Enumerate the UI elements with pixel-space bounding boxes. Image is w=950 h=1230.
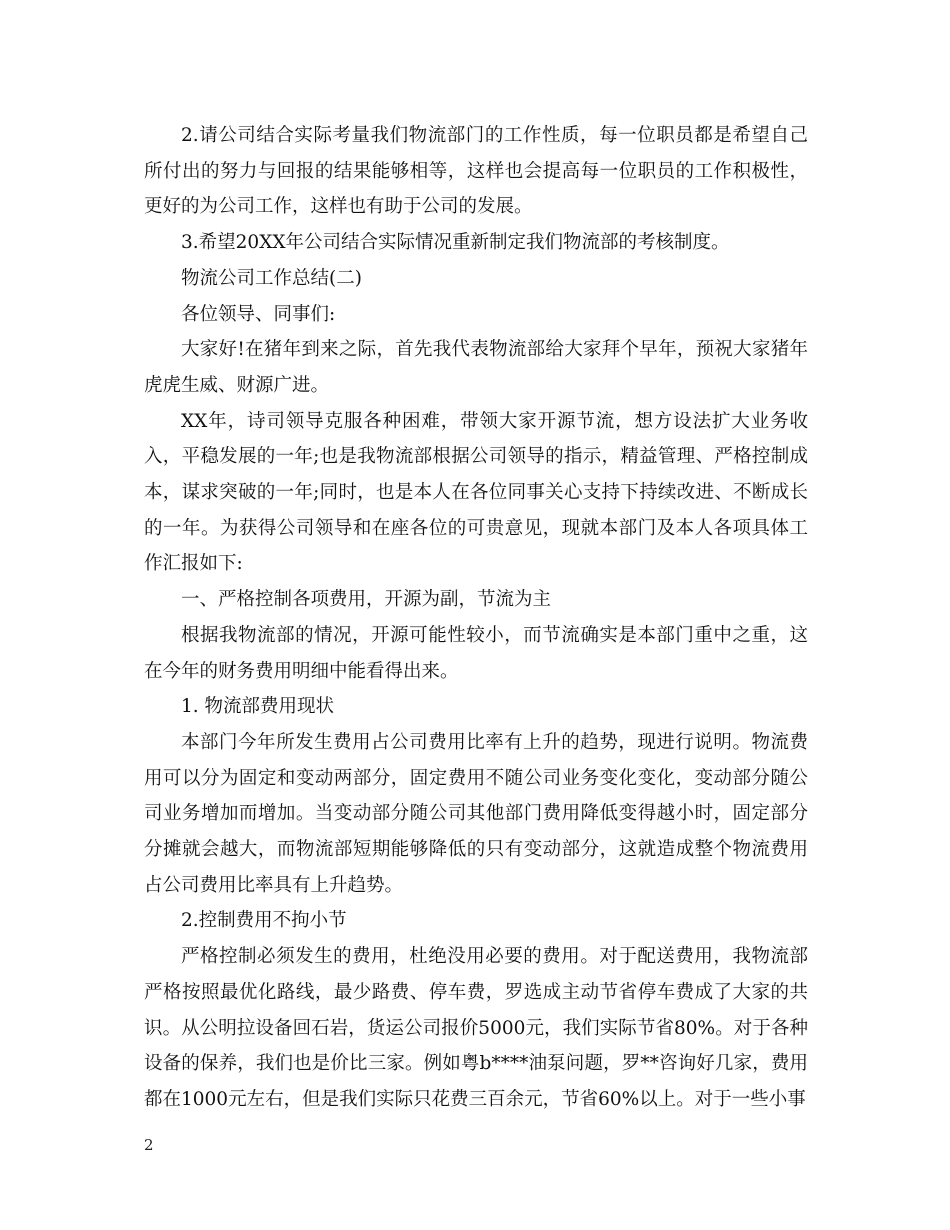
salutation: 各位领导、同事们: xyxy=(181,303,336,325)
heading-cost-control: 一、严格控制各项费用，开源为副，节流为主 xyxy=(181,589,552,611)
paragraph-suggestion-3: 3.希望20XX年公司结合实际情况重新制定我们物流部的考核制度。 xyxy=(181,232,730,254)
subheading-cost-details: 2.控制费用不拘小节 xyxy=(181,910,347,932)
paragraph-cost-intro: 根据我物流部的情况，开源可能性较小，而节流确实是本部门重中之重，这在今年的财务费用明细中能看得出来。 xyxy=(144,624,808,682)
page-number: 2 xyxy=(144,1136,154,1154)
paragraph-greeting: 大家好!在猪年到来之际，首先我代表物流部给大家拜个早年，预祝大家猪年虎虎生威、财源广进。 xyxy=(144,339,808,396)
subheading-cost-status: 1. 物流部费用现状 xyxy=(181,696,335,718)
section-title: 物流公司工作总结(二) xyxy=(181,267,362,289)
paragraph-suggestion-2: 2.请公司结合实际考量我们物流部门的工作性质，每一位职员都是希望自己所付出的努力与回报的结果能够相等，这样也会提高每一位职员的工作积极性，更好的为公司工作，这样也有助于公司的发展。 xyxy=(144,125,808,218)
paragraph-year-review: XX年，诗司领导克服各种困难，带领大家开源节流，想方设法扩大业务收入，平稳发展的一年;也是我物流部根据公司领导的指示，精益管理、严格控制成本，谋求突破的一年;同时，也是本人在各位同事关心支持下持续改进、不断成长的一年。为获得公司领导和在座各位的可贵意见，现就本部门及本人各项具体工作汇报如下: xyxy=(144,410,808,575)
paragraph-cost-details: 严格控制必须发生的费用，杜绝没用必要的费用。对于配送费用，我物流部严格按照最优化路线，最少路费、停车费，罗选成主动节省停车费成了大家的共识。从公明拉设备回石岩，货运公司报价5000元，我们实际节省80%。对于各种设备的保养，我们也是价比三家。例如粤b****油泵问题，罗**咨询好几家，费用都在1000元左右，但是我们实际只花费三百余元，节省60%以上。对于一些小事 xyxy=(144,946,808,1110)
paragraph-cost-status: 本部门今年所发生费用占公司费用比率有上升的趋势，现进行说明。物流费用可以分为固定和变动两部分，固定费用不随公司业务变化变化，变动部分随公司业务增加而增加。当变动部分随公司其他部门费用降低变得越小时，固定部分分摊就会越大，而物流部短期能够降低的只有变动部分，这就造成整个物流费用占公司费用比率具有上升趋势。 xyxy=(144,731,808,896)
document-body xyxy=(144,118,808,1118)
